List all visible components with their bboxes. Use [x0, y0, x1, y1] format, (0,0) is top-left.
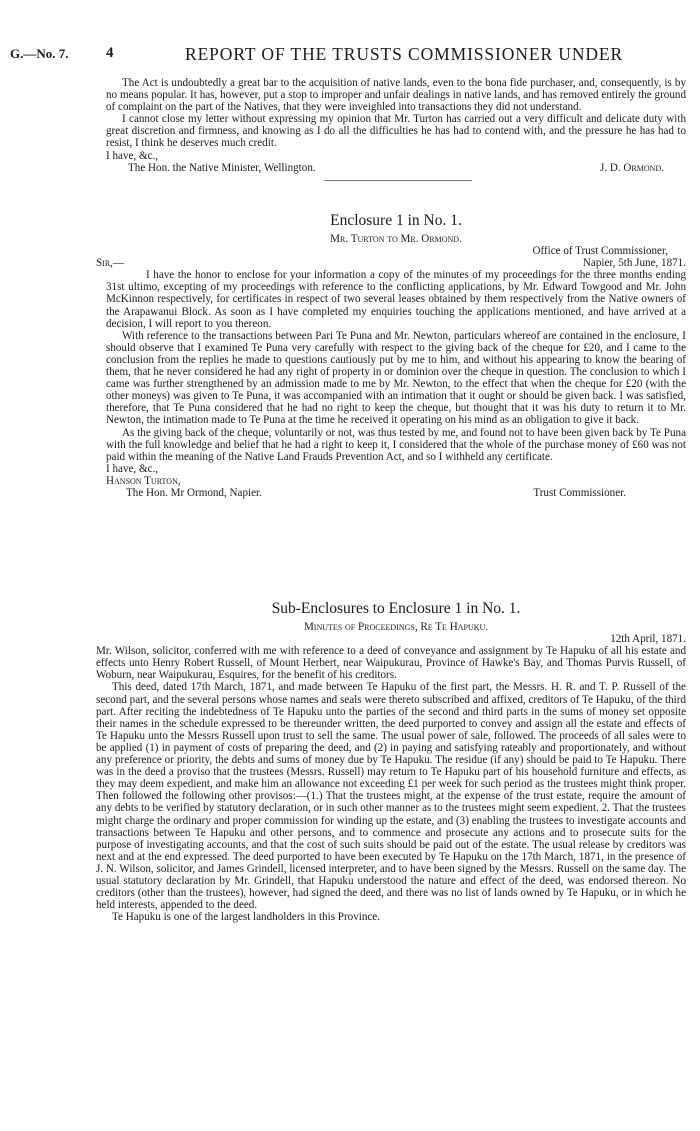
salutation: Sir,—	[96, 257, 125, 270]
paragraph: With reference to the transactions between Pari Te Puna and Mr. Newton, particulars whereof are contained in the enclosure, I should observe that I examined Te Puna very carefully with respect to the giving back of the cheque for £20, and I came to the conclusion from the replies he made to questions cautiously put by me to him, and without his appearing to know the bearing of them, that he never considered he had any right of property in or dominion over the cheque in question. The conclusion to which I came was further strengthened by an admission made to me by Mr. Newton, to the effect that when the cheque for £20 (with the other moneys) was given to Te Puna, it was accompanied with an intimation that it ought or should be given back. I was satisfied, therefore, that Te Puna considered that he had no right to keep the cheque, but thought that it was his duty to return it to Mr. Newton, the intimation made to Te Puna at the time he received it operating on his mind as an obligation to give it back.	[106, 329, 686, 427]
paragraph: The Act is undoubtedly a great bar to the acquisition of native lands, even to the bona fide purchaser, and, consequently, is by no means popular. It has, however, put a stop to improper and unfair dealings in native lands, and has removed entirely the ground of complaint on the part of the Natives, that they were inveighled into transactions they did not understand.	[106, 77, 686, 114]
signature-name: Hanson Turton,	[106, 474, 181, 487]
from-to-line: Mr. Turton to Mr. Ormond.	[330, 233, 462, 245]
minutes-subheading: Minutes of Proceedings, Re Te Hapuku.	[303, 621, 489, 633]
enclosure-1	[96, 208, 686, 499]
minutes-date: 12th April, 1871.	[610, 633, 686, 646]
sub-enclosure-heading: Sub-Enclosures to Enclosure 1 in No. 1.	[271, 600, 521, 617]
signature-title: Trust Commissioner.	[533, 486, 626, 499]
office-line: Office of Trust Commissioner,	[532, 245, 668, 258]
paragraph: Mr. Wilson, solicitor, conferred with me with reference to a deed of conveyance and assignment by Te Hapuku of all his estate and effects unto Henry Robert Russell, of Mount Herbert, near Waipukurau, Province of Hawke's Bay, and Thomas Purvis Russell, of Woburn, near Waipukurau, Esquires, for the benefit of his creditors.	[96, 645, 686, 682]
paragraph: Te Hapuku is one of the largest landholders in this Province.	[112, 911, 380, 924]
addressee-signature-line	[106, 162, 686, 174]
signature: J. D. Ormond.	[600, 161, 664, 174]
addressee-title-line	[106, 487, 686, 499]
closing: I have, &c.,	[106, 149, 159, 162]
closing: I have, &c.,	[106, 462, 159, 475]
page-number: 4	[106, 45, 114, 61]
paragraph: As the giving back of the cheque, voluntarily or not, was thus tested by me, and found not to have been given back by Te Puna with the full knowledge and belief that he had a right to keep it, I considered that the whole of the purchase money of £60 was not paid within the meaning of the Native Land Frauds Prevention Act, and so I withheld any certificate.	[106, 426, 686, 463]
paragraph: I cannot close my letter without expressing my opinion that Mr. Turton has carried out a very difficult and delicate duty with great discretion and firmness, and knowing as I do all the difficulties he has had to contend with, and the pressure he has had to resist, I think he deserves much credit.	[106, 113, 686, 150]
running-title: REPORT OF THE TRUSTS COMMISSIONER UNDER	[185, 44, 624, 64]
enclosure-heading: Enclosure 1 in No. 1.	[330, 212, 462, 229]
addressee: The Hon. the Native Minister, Wellington.	[128, 161, 316, 174]
letter-ormond	[106, 77, 686, 189]
divider	[324, 180, 472, 181]
paragraph: This deed, dated 17th March, 1871, and made between Te Hapuku of the first part, the Messrs. H. R. and T. P. Russell of the second part, and the several persons whose names and seals were thereto subscribed and affixed, creditors of Te Hapuku, of the third part. After reciting the indebtedness of Te Hapuku unto the parties of the second and third parts in the sums of money set opposite their names in the schedule expressed to be thereunder written, the deed purported to convey and assign all the estate and effects of Te Hapuku unto the Messrs Russell upon trust to sell the same. The usual power of sale, followed. The proceeds of all sales were to be applied (1) in payment of costs of preparing the deed, and (2) in paying and satisfying rateably and proportionately, and without any preference or priority, the debts and sums of money due by Te Hapuku. The residue (if any) should be paid to Te Hapuku. There was in the deed a proviso that the trustees (Messrs. Russell) may return to Te Hapuku part of his household furniture and effects, as they may deem expedient, and make him an allowance not exceeding £1 per week for such period as the trustees might think proper. Then followed the following other provisos:—(1.) That the trustees might, at the expense of the trust estate, require the amount of any debts to be verified by statutory declaration, or in such other manner as to the trustees might seem expedient. 2. That the trustees might charge the ordinary and proper commission for winding up the estate, and (3) enabling the trustees to investigate accounts and transactions between Te Hapuku and other persons, and to commence and prosecute any actions and to prosecute suits for the purpose of investigating accounts, and that the cost of such suits should be paid out of the estate. The usual release by creditors was next and at the end expressed. The deed purported to have been executed by Te Hapuku on the 17th March, 1871, in the presence of J. N. Wilson, solicitor, and James Grindell, licensed interpreter, and to have been signed by the Messrs. Russell on the same day. The usual statutory declaration by Mr. Grindell, that Hapuku understood the nature and effect of the deed, was endorsed thereon. No creditors (other than the trustees), however, had signed the deed, and there was no list of lands owned by Te Hapuku, or in which he held interests, appended to the deed.	[96, 681, 686, 912]
place-date: Napier, 5th June, 1871.	[582, 257, 686, 270]
page-reference: G.—No. 7.	[10, 46, 69, 61]
sub-enclosures	[96, 596, 686, 924]
salutation-line	[96, 257, 686, 270]
signature	[106, 475, 686, 487]
paragraph: I have the honor to enclose for your information a copy of the minutes of my proceedings for the three months ending 31st ultimo, excepting of my proceedings with reference to the conflicting applications, by Mr. Edward Towgood and Mr. John McKinnon respectively, for certificates in respect of two several leases obtained by them respectively from the Native owners of the Arapawanui Block. As soon as I have completed my enquiries touching the applications mentioned, and have arrived at a decision, I will report to you thereon.	[106, 269, 686, 330]
addressee: The Hon. Mr Ormond, Napier.	[126, 486, 262, 499]
page-header	[10, 44, 680, 64]
